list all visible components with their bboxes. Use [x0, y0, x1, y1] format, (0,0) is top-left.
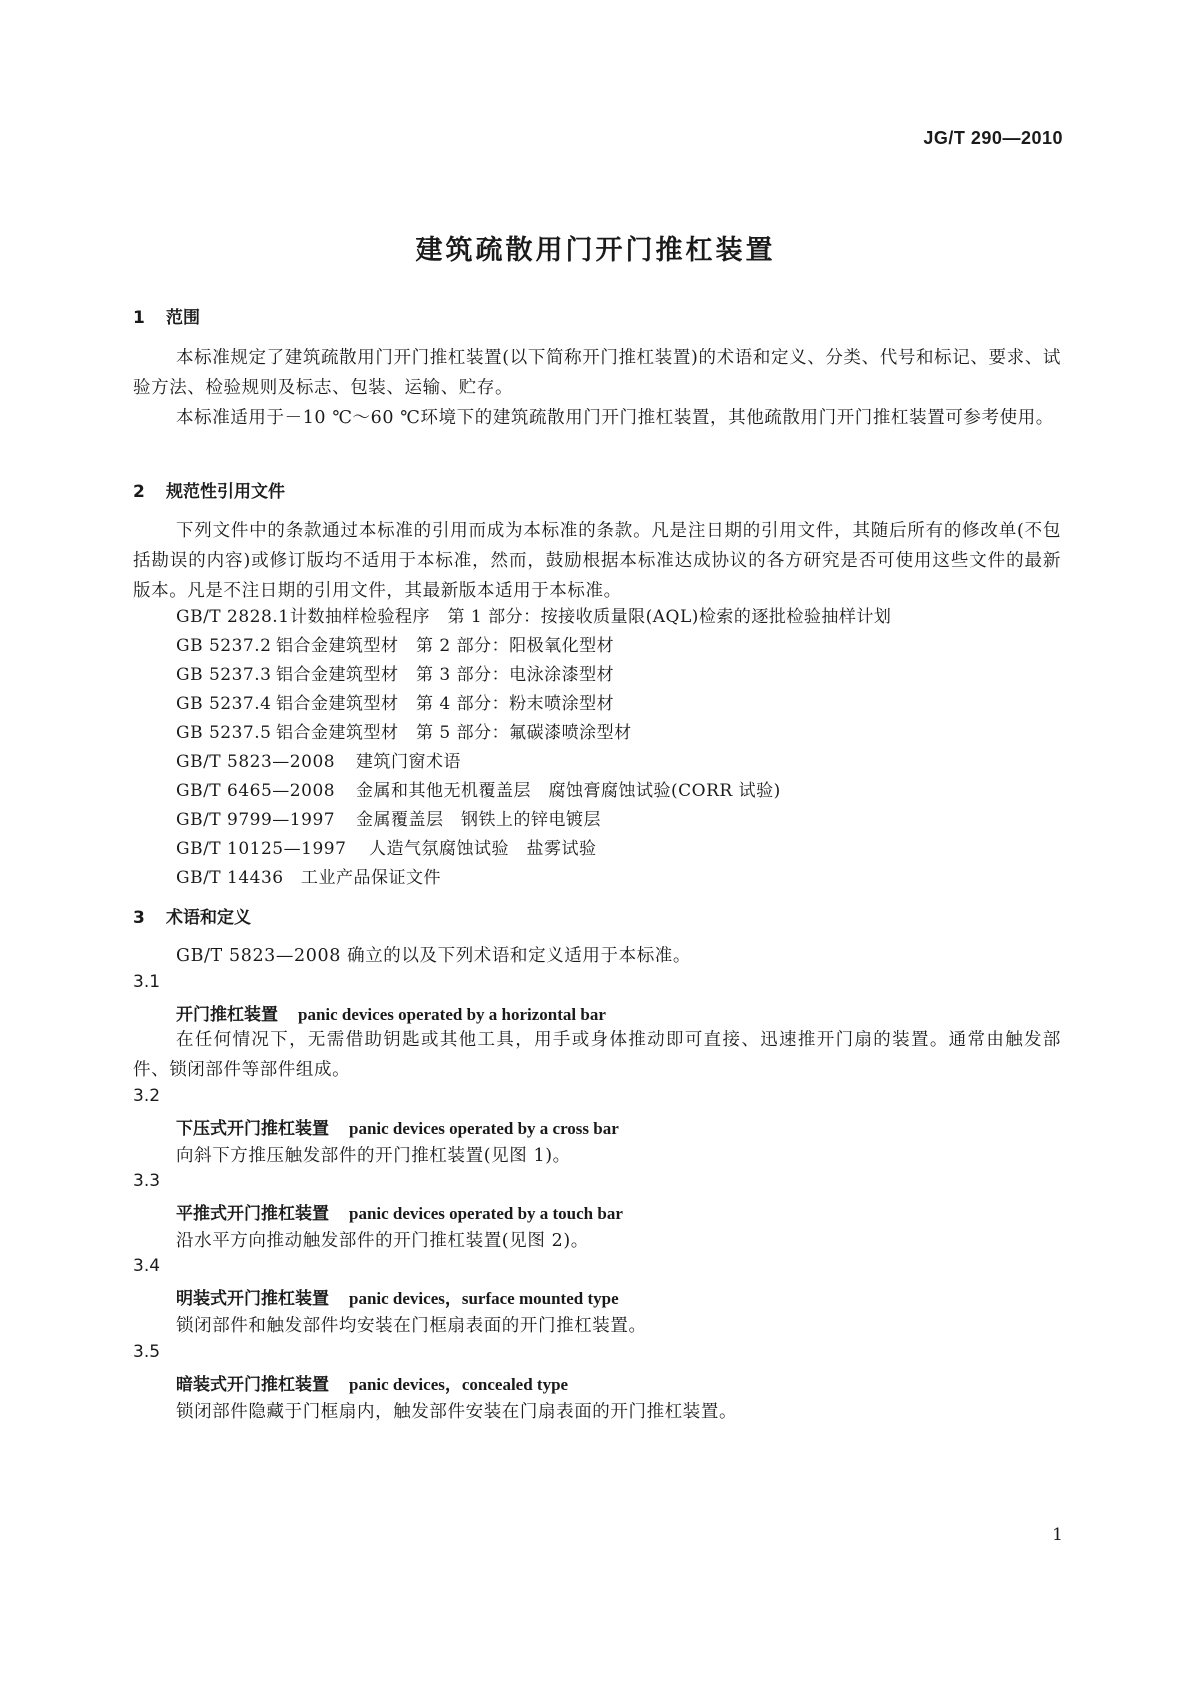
- section-3-intro: GB/T 5823—2008 确立的以及下列术语和定义适用于本标准。: [176, 946, 692, 966]
- term-heading: [176, 1370, 568, 1395]
- reference-item: [176, 805, 601, 830]
- reference-item: [176, 863, 441, 888]
- term-definition: 锁闭部件隐藏于门框扇内，触发部件安装在门扇表面的开门推杠装置。: [176, 1402, 738, 1422]
- term-number: 3.5: [133, 1342, 161, 1362]
- reference-item: [176, 660, 614, 685]
- reference-title: 金属和其他无机覆盖层 腐蚀膏腐蚀试验(CORR 试验): [356, 781, 781, 801]
- term-zh: 平推式开门推杠装置: [176, 1204, 329, 1224]
- section-3-heading: [133, 903, 251, 928]
- term-definition: 在任何情况下，无需借助钥匙或其他工具，用手或身体推动即可直接、迅速推开门扇的装置。通常由触发部件、锁闭部件等部件组成。: [133, 1030, 1061, 1080]
- section-title: 规范性引用文件: [166, 482, 285, 502]
- term-en: panic devices operated by a horizontal bar: [298, 1005, 606, 1024]
- reference-code: GB/T 6465—2008: [176, 781, 336, 801]
- term-en: panic devices，surface mounted type: [349, 1289, 619, 1308]
- reference-title: 金属覆盖层 钢铁上的锌电镀层: [356, 810, 601, 830]
- reference-code: GB/T 5823—2008: [176, 752, 336, 772]
- section-1-paragraph-1: 本标准规定了建筑疏散用门开门推杠装置(以下简称开门推杠装置)的术语和定义、分类、代号和标记、要求、试验方法、检验规则及标志、包装、运输、贮存。: [133, 348, 1061, 398]
- reference-code: GB 5237.2: [176, 636, 272, 656]
- section-title: 术语和定义: [166, 908, 251, 928]
- reference-item: [176, 776, 781, 801]
- term-en: panic devices operated by a touch bar: [349, 1204, 623, 1223]
- term-number: 3.4: [133, 1256, 161, 1276]
- term-zh: 暗装式开门推杠装置: [176, 1375, 329, 1395]
- document-title: 建筑疏散用门开门推杠装置: [415, 235, 776, 266]
- reference-title: 铝合金建筑型材 第 5 部分：氟碳漆喷涂型材: [276, 723, 632, 743]
- reference-title: 铝合金建筑型材 第 3 部分：电泳涂漆型材: [276, 665, 615, 685]
- reference-code: GB/T 14436: [176, 868, 284, 888]
- term-heading: [176, 1199, 623, 1224]
- term-number: 3.1: [133, 972, 161, 992]
- term-definition: 沿水平方向推动触发部件的开门推杠装置(见图 2)。: [176, 1231, 589, 1251]
- term-definition: 向斜下方推压触发部件的开门推杠装置(见图 1)。: [176, 1146, 571, 1166]
- reference-code: GB 5237.5: [176, 723, 272, 743]
- reference-title: 铝合金建筑型材 第 4 部分：粉末喷涂型材: [276, 694, 615, 714]
- term-en: panic devices，concealed type: [349, 1375, 569, 1394]
- reference-code: GB 5237.4: [176, 694, 272, 714]
- reference-item: [176, 689, 614, 714]
- term-definition: 锁闭部件和触发部件均安装在门框扇表面的开门推杠装置。: [176, 1316, 647, 1336]
- reference-title: 工业产品保证文件: [301, 868, 441, 888]
- term-zh: 下压式开门推杠装置: [176, 1119, 329, 1139]
- section-1-paragraph-2: 本标准适用于－10 ℃～60 ℃环境下的建筑疏散用门开门推杠装置，其他疏散用门开门推杠装置可参考使用。: [176, 408, 1054, 428]
- reference-code: GB/T 2828.1: [176, 607, 290, 627]
- reference-item: [176, 834, 597, 859]
- page-number: 1: [1052, 1525, 1063, 1545]
- reference-item: [176, 631, 614, 656]
- reference-item: [176, 718, 632, 743]
- reference-code: GB/T 9799—1997: [176, 810, 336, 830]
- term-number: 3.2: [133, 1086, 161, 1106]
- section-2-paragraph: 下列文件中的条款通过本标准的引用而成为本标准的条款。凡是注日期的引用文件，其随后所有的修改单(不包括勘误的内容)或修订版均不适用于本标准，然而，鼓励根据本标准达成协议的各方研究是否可使用这些文件的最新版本。凡是不注日期的引用文件，其最新版本适用于本标准。: [133, 521, 1061, 601]
- section-number: 2: [133, 482, 145, 502]
- reference-title: 铝合金建筑型材 第 2 部分：阳极氧化型材: [276, 636, 615, 656]
- standard-code: JG/T 290—2010: [923, 128, 1063, 148]
- reference-item: [176, 602, 891, 627]
- section-number: 3: [133, 908, 145, 928]
- term-heading: [176, 1000, 606, 1025]
- reference-item: [176, 747, 461, 772]
- reference-code: GB 5237.3: [176, 665, 272, 685]
- term-en: panic devices operated by a cross bar: [349, 1119, 619, 1138]
- reference-code: GB/T 10125—1997: [176, 839, 347, 859]
- section-number: 1: [133, 308, 145, 328]
- reference-title: 建筑门窗术语: [356, 752, 461, 772]
- reference-title: 计数抽样检验程序 第 1 部分：按接收质量限(AQL)检索的逐批检验抽样计划: [290, 607, 892, 627]
- reference-title: 人造气氛腐蚀试验 盐雾试验: [369, 839, 597, 859]
- term-number: 3.3: [133, 1171, 161, 1191]
- section-title: 范围: [166, 308, 200, 328]
- term-zh: 开门推杠装置: [176, 1005, 278, 1025]
- term-heading: [176, 1284, 619, 1309]
- term-heading: [176, 1114, 619, 1139]
- term-zh: 明装式开门推杠装置: [176, 1289, 329, 1309]
- section-1-heading: [133, 303, 200, 328]
- section-2-heading: [133, 477, 285, 502]
